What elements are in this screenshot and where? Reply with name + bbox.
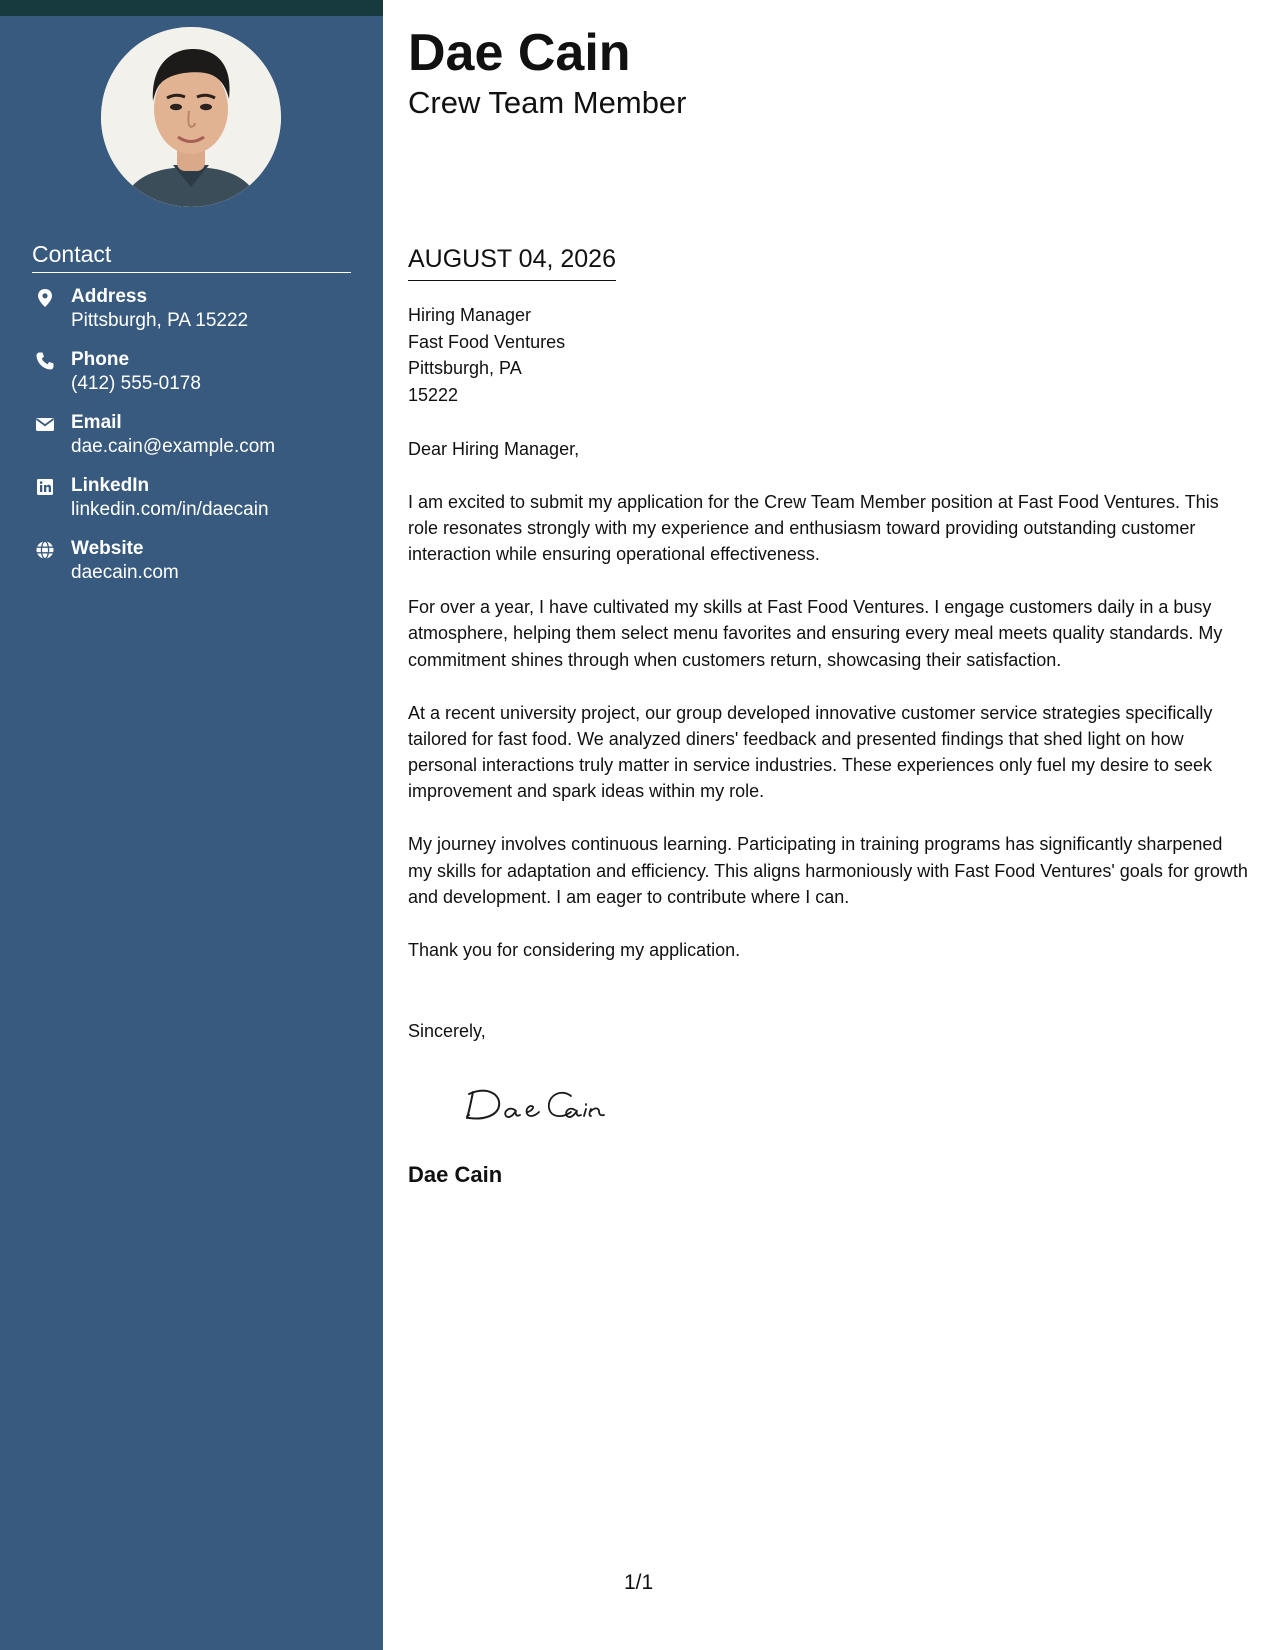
linkedin-value: linkedin.com/in/daecain (71, 499, 269, 520)
page-number: 1/1 (624, 1571, 654, 1594)
letter-body (408, 436, 1248, 989)
email-label: Email (71, 412, 122, 433)
phone-label: Phone (71, 349, 130, 370)
website-value: daecain.com (71, 562, 179, 583)
recipient-line: 15222 (408, 384, 459, 405)
applicant-name: Dae Cain (408, 24, 631, 82)
sidebar-top-bar (0, 0, 383, 16)
body-paragraph: At a recent university project, our group developed innovative customer service strategies specifically tailored for fast food. We analyzed diners' feedback and presented findings that shed light on how personal interactions truly matter in service industries. These experiences only fuel my desire to seek improvement and spark ideas within my role. (408, 702, 1213, 802)
signature-image (463, 1076, 633, 1126)
contact-item-linkedin (32, 475, 362, 538)
linkedin-label: LinkedIn (71, 475, 150, 496)
salutation: Dear Hiring Manager, (408, 439, 580, 459)
recipient-line: Fast Food Ventures (408, 331, 566, 352)
recipient-line: Hiring Manager (408, 305, 532, 325)
profile-photo (101, 27, 281, 207)
globe-icon (35, 540, 55, 560)
map-pin-icon (35, 288, 55, 308)
contact-heading: Contact (32, 240, 351, 273)
closing: Sincerely, (408, 1021, 486, 1041)
recipient-block (408, 302, 565, 408)
contact-list (32, 286, 362, 601)
body-paragraph: My journey involves continuous learning. Participating in training programs has significantly sharpened my skills for adaptation and efficiency. This aligns harmoniously with Fast Food Ventures' goals for growth and development. I am eager to contribute where I can. (408, 834, 1248, 907)
contact-item-address (32, 286, 362, 349)
contact-item-phone (32, 349, 362, 412)
body-paragraph: I am excited to submit my application for the Crew Team Member position at Fast Food Ventures. This role resonates strongly with my experience and enthusiasm toward providing outstanding customer interaction while ensuring operational effectiveness. (408, 491, 1219, 565)
phone-icon (35, 351, 55, 371)
address-label: Address (71, 286, 148, 307)
linkedin-icon (35, 477, 55, 497)
body-paragraph: For over a year, I have cultivated my skills at Fast Food Ventures. I engage customers daily in a busy atmosphere, helping them select menu favorites and ensuring every meal meets quality standards. My commitment shines through when customers return, showcasing their satisfaction. (408, 597, 1223, 670)
letter-date: AUGUST 04, 2026 (408, 244, 616, 281)
envelope-icon (35, 414, 55, 434)
sidebar (0, 0, 383, 1650)
address-value: Pittsburgh, PA 15222 (71, 310, 249, 331)
contact-item-website (32, 538, 362, 601)
email-value: dae.cain@example.com (71, 436, 276, 457)
recipient-line: Pittsburgh, PA (408, 358, 522, 378)
thanks-line: Thank you for considering my application. (408, 939, 741, 960)
avatar-portrait-icon (101, 27, 281, 207)
phone-value: (412) 555-0178 (71, 373, 201, 394)
website-label: Website (71, 538, 144, 559)
applicant-role: Crew Team Member (408, 85, 687, 120)
contact-item-email (32, 412, 362, 475)
signer-name: Dae Cain (408, 1162, 503, 1187)
